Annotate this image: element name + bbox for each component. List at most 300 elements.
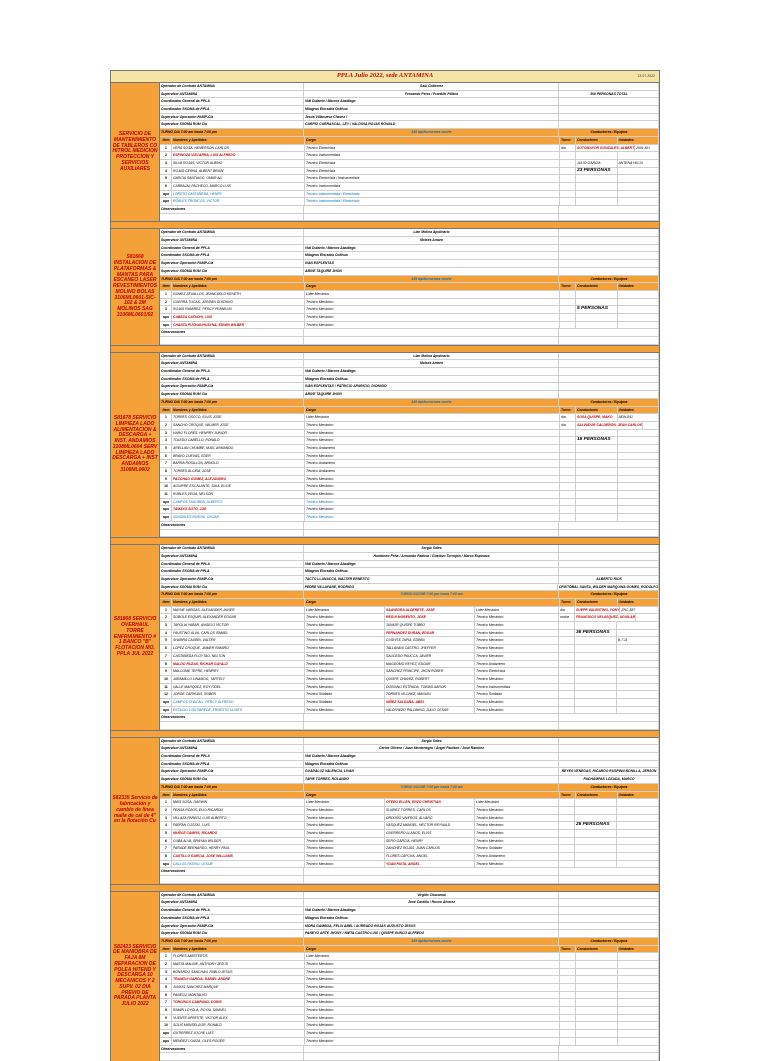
driver-name: 23 PERSONAS <box>576 168 618 175</box>
person-item: 9 <box>160 1015 172 1022</box>
info-row <box>160 245 659 253</box>
turno-label: TURNO DIA 7:00 am hasta 7:00 pm <box>160 591 304 598</box>
driver-name <box>576 476 618 483</box>
title-bar <box>110 70 660 83</box>
obs-row <box>160 714 659 722</box>
driver-turno <box>560 499 576 506</box>
person-name: AGUIRRE ESCALANTE, SAUL ELIGE <box>172 483 305 490</box>
info-row <box>160 761 659 769</box>
driver-name <box>576 953 618 960</box>
cargo-split <box>305 630 559 637</box>
info-row <box>160 745 659 753</box>
person-name: JUNIOS SANCHEZ MARQUE <box>172 984 305 991</box>
person-item: 8 <box>160 1007 172 1014</box>
col-conductores: Conductores <box>576 137 618 144</box>
observaciones: Observaciones <box>160 329 304 336</box>
blank-row <box>160 722 659 730</box>
driver-name <box>575 699 617 706</box>
driver-turno <box>560 1022 576 1029</box>
driver-unit <box>617 699 659 706</box>
night-cargo: Líder Mecánico <box>476 800 500 805</box>
driver-name <box>576 183 618 190</box>
person-cargo: Técnico Andamiero <box>305 468 560 475</box>
driver-name <box>576 453 618 460</box>
driver-unit <box>618 1030 660 1037</box>
info-label: Supervisor SSOMA RUM Cia <box>160 776 304 783</box>
section-body <box>160 545 659 730</box>
person-item: 1 <box>160 607 172 614</box>
obs-side <box>559 1046 659 1053</box>
driver-unit <box>618 514 660 521</box>
obs-side <box>559 714 659 721</box>
side-cell <box>559 268 659 275</box>
night-cargo: Técnico Mecánico <box>476 861 504 866</box>
person-row <box>160 514 659 522</box>
person-name: VERA SOSA, HEMERSON CARLOS <box>172 145 305 152</box>
driver-name <box>576 152 618 159</box>
col-item: Item <box>160 599 172 606</box>
person-row <box>160 984 659 992</box>
info-row <box>160 268 659 276</box>
night-cargo: Técnico Mecánico <box>476 830 504 835</box>
obs-blank <box>304 329 559 336</box>
night-name: MAGDOMO REYEZ, EDGAR <box>385 661 475 668</box>
info-row <box>160 353 659 361</box>
cargo-split <box>305 799 559 806</box>
driver-unit <box>618 992 660 999</box>
driver-name <box>576 483 618 490</box>
blank <box>304 876 559 883</box>
person-name: PACCHAO GOMEZ, ALEJANDRO <box>172 476 305 483</box>
person-name: BONARDO SANCHAN, PABLO JESUS <box>172 969 305 976</box>
col-unidades: Unidades <box>618 283 660 290</box>
person-item: 2 <box>160 422 172 429</box>
driver-name <box>576 191 618 198</box>
person-cargo: Técnico Mecánico <box>305 853 385 860</box>
turno-label: TURNO DIA 7:00 am hasta 7:00 pm <box>160 938 304 945</box>
person-row <box>160 306 659 314</box>
driver-name <box>576 291 618 298</box>
driver-unit <box>617 807 659 814</box>
blank <box>559 530 659 537</box>
info-label: Supervisor ANTAMINA <box>160 237 304 244</box>
section-code-cell <box>111 83 160 221</box>
person-cargo: Técnico Mecánico <box>305 961 560 968</box>
night-name: FLORES CAPCHA, ANGEL <box>385 853 475 860</box>
driver-turno <box>560 299 576 306</box>
driver-name: 15 PERSONAS <box>576 437 618 444</box>
person-item: 6 <box>160 992 172 999</box>
driver-turno <box>559 676 575 683</box>
person-row <box>160 976 659 984</box>
info-label: Operador de Contrato ANTAMINA <box>160 738 304 745</box>
info-value: José Castilla / Rocco Álvarez <box>304 899 559 906</box>
info-row <box>160 368 659 376</box>
driver-turno <box>560 1015 576 1022</box>
person-item: 1 <box>160 145 172 152</box>
person-row <box>160 661 659 669</box>
person-item: 1 <box>160 953 172 960</box>
driver-unit <box>618 476 660 483</box>
person-row <box>160 414 659 422</box>
cargo-split <box>305 691 559 698</box>
person-row <box>160 183 659 191</box>
blank <box>304 214 559 221</box>
person-row <box>160 506 659 514</box>
info-value: Vidi Dulanto / Marcos Abadiego <box>304 753 559 760</box>
driver-name <box>575 691 617 698</box>
driver-unit <box>618 306 660 313</box>
person-row <box>160 322 659 330</box>
section-code-cell <box>111 738 160 884</box>
driver-name <box>575 668 617 675</box>
person-item: 2 <box>160 152 172 159</box>
side-title: 300 PERSONAS TOTAL <box>559 91 659 98</box>
person-cargo: Técnico Andamiero <box>305 460 560 467</box>
turno-label: TURNO DIA 7:00 am hasta 7:00 pm <box>160 276 304 283</box>
driver-name <box>576 969 618 976</box>
driver-turno <box>560 476 576 483</box>
person-name: FARFAN COSSIO, LUIS <box>172 822 305 829</box>
info-label: Supervisor SSOMA RUM Cia <box>160 121 304 128</box>
driver-name <box>575 853 617 860</box>
info-row <box>160 553 659 561</box>
section-code-cell <box>111 892 160 1061</box>
info-label: Supervisor ANTAMINA <box>160 553 304 560</box>
person-name: CALLOS PATINO, LESLIE <box>172 861 305 868</box>
info-value: TAPIE TORRES, ROLANDO <box>304 776 559 783</box>
person-name: SILVA ROJAS, VICTOR ALBINO <box>172 160 305 167</box>
person-item: 6 <box>160 838 172 845</box>
person-cargo: Técnico Mecánico <box>305 861 385 868</box>
person-name: TAMAYO SOTO, JOE <box>172 506 305 513</box>
person-cargo: Técnico Mecánico <box>305 992 560 999</box>
info-row <box>160 383 659 391</box>
person-name: RAMIN LOYOLA, ROYAL SAMUEL <box>172 1007 305 1014</box>
driver-turno <box>559 630 575 637</box>
driver-name: SOTOMAYOR GONZALES, ALBERT <box>577 145 635 150</box>
person-item: 3 <box>160 815 172 822</box>
person-cargo: Técnico Mecánico <box>305 999 560 1006</box>
blank <box>559 214 659 221</box>
night-cargo: Técnico Mecánico <box>476 707 504 712</box>
person-name: TORRES ALCINA, JOSE <box>172 468 305 475</box>
driver-unit <box>618 1038 660 1045</box>
person-cargo: Técnico Mecánico <box>305 653 385 660</box>
driver-unit <box>618 291 660 298</box>
person-row <box>160 653 659 661</box>
driver-name <box>575 861 617 868</box>
person-row <box>160 1038 659 1046</box>
person-item: 7 <box>160 460 172 467</box>
person-row <box>160 198 659 206</box>
info-row <box>160 98 659 106</box>
driver-turno <box>560 183 576 190</box>
person-name: CHANTA PUCHAUHUAYNA, EDWIN WILBER <box>172 322 305 329</box>
obs-blank <box>304 868 559 875</box>
driver-turno <box>559 637 575 644</box>
person-row <box>160 1022 659 1030</box>
blank <box>304 530 559 537</box>
night-name: SERO GARCIA, HENRY <box>385 838 475 845</box>
side-cell <box>559 368 659 375</box>
blank <box>559 876 659 883</box>
night-name: REGUI MORENTO, JOSE <box>385 614 475 621</box>
driver-turno <box>560 191 576 198</box>
person-name: GUERRA TOCAS, JORDAN GUSTAVO <box>172 299 305 306</box>
info-row <box>160 252 659 260</box>
driver-unit <box>618 168 660 175</box>
info-value: PEDRE VILLAFANE, RODRIGO <box>304 584 558 591</box>
col-item: Item <box>160 792 172 799</box>
person-cargo: Técnico Mecánico <box>305 483 560 490</box>
section-gap <box>110 884 660 892</box>
col-nombres: Nombres y Apellidos <box>172 407 305 414</box>
info-row <box>160 568 659 576</box>
person-row <box>160 175 659 183</box>
column-header <box>160 946 659 954</box>
driver-turno <box>560 445 576 452</box>
col-cargo: Cargo <box>305 792 560 799</box>
blank <box>304 722 559 729</box>
person-item: 1 <box>160 414 172 421</box>
driver-unit <box>617 822 659 829</box>
side-cell <box>559 930 659 937</box>
person-row <box>160 838 659 846</box>
driver-turno: día <box>560 422 576 429</box>
person-cargo: Técnico Electricista <box>305 168 560 175</box>
turno-right: TURNO NOCHE 7:00 pm hasta 7:00 am <box>304 784 559 791</box>
person-row <box>160 314 659 322</box>
cargo-split <box>305 830 559 837</box>
col-turno: Turno <box>560 599 576 606</box>
person-row <box>160 622 659 630</box>
person-cargo: Técnico Mecánico <box>305 661 385 668</box>
driver-unit <box>618 183 660 190</box>
cargo-split <box>305 661 559 668</box>
obs-side <box>559 868 659 875</box>
driver-turno <box>560 152 576 159</box>
driver-turno <box>559 645 575 652</box>
person-cargo: Técnico Mecánico <box>305 684 385 691</box>
driver-name: FRANCISCO VELASQUEZ, AGUILAR <box>576 615 636 620</box>
person-row <box>160 853 659 861</box>
person-cargo: Técnico Mecánico <box>305 299 560 306</box>
driver-turno <box>560 168 576 175</box>
blank-row <box>160 214 659 222</box>
section-gap <box>110 730 660 738</box>
driver-name <box>575 645 617 652</box>
driver-name <box>576 506 618 513</box>
side-cell <box>559 252 659 259</box>
col-unidades: Unidades <box>618 137 660 144</box>
info-value: Humberto Peña / Armando Padova / Gustavo Tornajón / Marco Espinoza <box>304 553 559 560</box>
person-item: 5 <box>160 830 172 837</box>
blank <box>160 530 304 537</box>
person-row <box>160 476 659 484</box>
section-body <box>160 892 659 1061</box>
driver-unit <box>618 445 660 452</box>
night-name: VASQUEZ MANUEL, HECTOR REYNALD <box>385 822 475 829</box>
driver-name <box>576 1015 618 1022</box>
info-value: Milagros Elorzatia Colthua <box>304 761 559 768</box>
side-cell: CRISTOBAL SANTA, WILDER MARQUINA GOMES, RODOLFO <box>558 584 658 589</box>
driver-unit <box>617 861 659 868</box>
driver-unit <box>618 953 660 960</box>
date: 13.07.2022 <box>637 74 655 78</box>
night-name: SUAREZ TORRES, CARLOS <box>385 807 475 814</box>
driver-name <box>576 175 618 182</box>
cargo-split <box>305 807 559 814</box>
person-name: VILLAZA PAREDJ, LUIS ALBERTO <box>172 815 305 822</box>
night-cargo: Técnico Electricista <box>476 669 506 674</box>
driver-unit <box>618 468 660 475</box>
conductores-equipos: Conductores / Equipos <box>559 784 659 791</box>
info-label: Coordinador SSOMA de PPLA <box>160 376 304 383</box>
driver-unit <box>617 799 659 806</box>
info-row <box>160 83 659 91</box>
person-item: 3 <box>160 969 172 976</box>
side-cell <box>559 229 659 236</box>
person-cargo: Técnico Mecánico <box>305 322 560 329</box>
person-name: FAUSTINO ALVA, CARLOS ISMAEL <box>172 630 305 637</box>
info-value: Llan Molina Apolinario <box>304 229 559 236</box>
driver-turno <box>560 160 576 167</box>
person-item: 5 <box>160 175 172 182</box>
driver-turno <box>560 491 576 498</box>
driver-unit <box>617 838 659 845</box>
person-row <box>160 799 659 807</box>
driver-unit <box>617 653 659 660</box>
driver-name <box>576 992 618 999</box>
person-item: 2 <box>160 961 172 968</box>
info-value: Vidi Dulanto / Marcos Abadiego <box>304 245 559 252</box>
section-body <box>160 83 659 221</box>
driver-name <box>575 653 617 660</box>
person-item: 7 <box>160 999 172 1006</box>
person-item: 6 <box>160 645 172 652</box>
driver-turno <box>560 322 576 329</box>
driver-turno <box>560 969 576 976</box>
conductores-equipos: Conductores / Equipos <box>559 591 659 598</box>
person-name: CARBAJAL PACHECO, MARCO LUIS <box>172 183 305 190</box>
info-value: Vidi Dulanto / Marcos Abadiego <box>304 561 559 568</box>
person-item: 9 <box>160 476 172 483</box>
night-name: DORIANO ESTRADA, TOBIAS AARON <box>385 684 475 691</box>
info-row <box>160 776 659 784</box>
person-cargo: Técnico Mecánico <box>305 668 385 675</box>
night-name: NIÑEZ SALDAÑA, ABEL <box>385 699 475 706</box>
section-code: S82423 SERVICIO DE MANIOBRA DE FAJA 8M REPARACION DE POLEA HITEND Y DESCARGA 10 MECANICOS Y 2 SUPV. 02 DIA PREVIO DE PARADA PLANTA JULIO 2022 <box>113 943 157 1008</box>
info-label: Operador de Contrato ANTAMINA <box>160 83 304 90</box>
cargo-split <box>305 861 559 868</box>
night-cargo: Técnico Mecánico <box>476 653 504 658</box>
section-code: S81678 SERVICIO LIMPIEZA LADO ALIMENTACION & DESCARGA + INST. ANDAMIOS 3108ML0604 SERV LIMPIEZA LADO DESCARGA + INST ANDAMIOS 3108ML0602 <box>112 415 158 473</box>
person-row <box>160 676 659 684</box>
section-body <box>160 738 659 884</box>
info-label: Coordinador SSOMA de PPLA <box>160 915 304 922</box>
driver-unit <box>643 422 659 429</box>
side-cell <box>559 114 659 121</box>
blank-row <box>160 530 659 538</box>
info-row <box>160 584 659 592</box>
section-code-cell <box>111 545 160 730</box>
night-name: OTERO ELLEN, ENZO CHRISTIAN <box>385 799 475 806</box>
person-name: YUENTE APRESTE, VICTOR ALEX <box>172 1015 305 1022</box>
driver-unit <box>618 1022 660 1029</box>
side-cell <box>559 376 659 383</box>
info-label: Supervisor Operación PAMP-Cia <box>160 923 304 930</box>
driver-turno <box>559 861 575 868</box>
person-item: 3 <box>160 306 172 313</box>
info-row <box>160 237 659 245</box>
driver-turno <box>560 460 576 467</box>
person-row <box>160 152 659 160</box>
person-cargo: Técnico Mecánico <box>305 614 385 621</box>
person-row <box>160 614 659 622</box>
info-row <box>160 923 659 931</box>
info-row <box>160 915 659 923</box>
driver-unit <box>618 437 660 444</box>
person-cargo: Técnico Mecánico <box>305 845 385 852</box>
person-item: 1 <box>160 799 172 806</box>
person-row <box>160 1030 659 1038</box>
section-s5 <box>110 738 660 884</box>
col-cargo: Cargo <box>305 599 560 606</box>
driver-unit: ANTENA HILUX <box>618 160 660 167</box>
info-value: ABIVE TAQUIRE JHON <box>304 391 559 398</box>
night-name: TORRES VILCHEZ, MANUEL <box>385 691 475 698</box>
side-cell: ALBERTO RIOS <box>559 576 659 583</box>
person-cargo: Líder Mecánico <box>305 799 385 806</box>
person-item: 6 <box>160 183 172 190</box>
section-code-cell <box>111 353 160 538</box>
person-item: 11 <box>160 491 172 498</box>
driver-name <box>575 661 617 668</box>
cargo-split <box>305 607 559 614</box>
info-value: TACTO LLANACCA, WALTER ERNESTO <box>304 576 559 583</box>
person-cargo: Técnico Instrumentista / Electricista <box>305 191 560 198</box>
person-item: apo <box>160 322 172 329</box>
person-item: apo <box>160 1038 172 1045</box>
person-row <box>160 822 659 830</box>
person-name: MALCOME TEPRE, HENRRY <box>172 668 305 675</box>
night-cargo: Técnico Mecánico <box>476 815 504 820</box>
person-item: apo <box>160 314 172 321</box>
blank-row <box>160 337 659 345</box>
turno-right: 185 dpl/turno/mes noche <box>304 938 559 945</box>
side-cell <box>559 553 659 560</box>
col-nombres: Nombres y Apellidos <box>172 599 305 606</box>
person-cargo: Técnico Mecánico <box>305 630 385 637</box>
turno-right: 185 dpl/turno/mes noche <box>304 276 559 283</box>
person-cargo: Técnico Mecánico <box>305 306 560 313</box>
driver-unit <box>618 999 660 1006</box>
side-cell: PACHAMPAS LOZADA, MARCO <box>559 776 659 783</box>
driver-unit: AEW-841 <box>618 414 660 421</box>
driver-unit <box>618 499 660 506</box>
turno-row <box>160 938 659 946</box>
person-cargo: Técnico Instrumentista <box>305 183 560 190</box>
info-row <box>160 738 659 746</box>
driver-unit <box>617 707 659 714</box>
side-cell <box>559 561 659 568</box>
person-item: 2 <box>160 299 172 306</box>
driver-name <box>576 491 618 498</box>
person-row <box>160 468 659 476</box>
person-cargo: Líder Mecánico <box>305 291 560 298</box>
info-value: Vidi Dulanto / Marcos Abadiego <box>304 907 559 914</box>
